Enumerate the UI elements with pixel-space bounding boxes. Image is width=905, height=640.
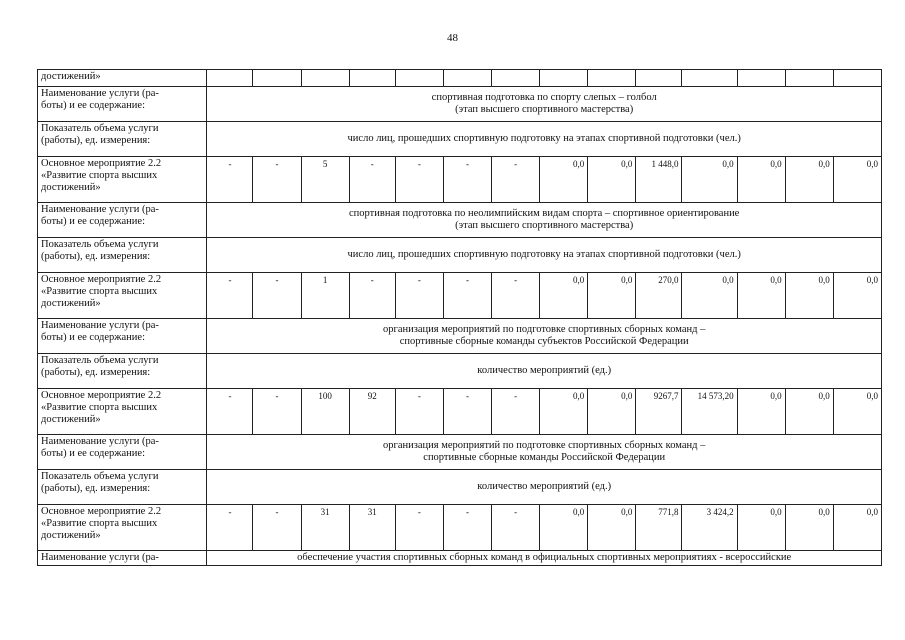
main-event-label: Основное мероприятие 2.2 «Развитие спорта высших достижений» (38, 389, 207, 435)
value-cell: - (207, 273, 253, 319)
table-row (38, 551, 882, 566)
empty-cell (492, 70, 540, 87)
empty-cell (443, 70, 491, 87)
value-cell: 0,0 (737, 157, 785, 203)
value-cell: 0,0 (833, 505, 881, 551)
value-cell: - (253, 389, 301, 435)
value-cell: 31 (349, 505, 395, 551)
value-cell: 0,0 (833, 389, 881, 435)
value-cell: 0,0 (785, 389, 833, 435)
value-cell: 3 424,2 (682, 505, 737, 551)
table-row (38, 319, 882, 354)
value-cell: 0,0 (682, 157, 737, 203)
value-cell: 0,0 (833, 273, 881, 319)
value-cell: 0,0 (682, 273, 737, 319)
table-row (38, 470, 882, 505)
value-cell: - (443, 157, 491, 203)
value-cell: 0,0 (540, 157, 588, 203)
page-number: 48 (447, 32, 458, 44)
volume-indicator-description: число лиц, прошедших спортивную подготовку на этапах спортивной подготовки (чел.) (207, 122, 882, 157)
service-description: обеспечение участия спортивных сборных команд в официальных спортивных мероприятиях - всероссийские (207, 551, 882, 566)
value-cell: - (395, 389, 443, 435)
value-cell: - (492, 389, 540, 435)
value-cell: 0,0 (588, 505, 636, 551)
value-cell: - (492, 273, 540, 319)
table-row (38, 87, 882, 122)
value-cell: 0,0 (540, 505, 588, 551)
empty-cell (737, 70, 785, 87)
table-row (38, 389, 882, 435)
program-table (37, 69, 882, 566)
value-cell: 0,0 (833, 157, 881, 203)
value-cell: - (395, 157, 443, 203)
value-cell: - (253, 273, 301, 319)
empty-cell (833, 70, 881, 87)
value-cell: 270,0 (636, 273, 682, 319)
volume-indicator-label: Показатель объема услуги (работы), ед. измерения: (38, 354, 207, 389)
value-cell: - (207, 389, 253, 435)
value-cell: - (395, 505, 443, 551)
value-cell: 100 (301, 389, 349, 435)
table-row (38, 203, 882, 238)
value-cell: - (492, 505, 540, 551)
empty-cell (207, 70, 253, 87)
value-cell: - (492, 157, 540, 203)
value-cell: 0,0 (588, 273, 636, 319)
value-cell: 5 (301, 157, 349, 203)
table-row (38, 70, 882, 87)
empty-cell (540, 70, 588, 87)
main-event-label: Основное мероприятие 2.2 «Развитие спорта высших достижений» (38, 273, 207, 319)
value-cell: - (253, 505, 301, 551)
service-name-label: Наименование услуги (ра- боты) и ее содержание: (38, 87, 207, 122)
empty-cell (349, 70, 395, 87)
value-cell: - (443, 389, 491, 435)
empty-cell (588, 70, 636, 87)
volume-indicator-description: число лиц, прошедших спортивную подготовку на этапах спортивной подготовки (чел.) (207, 238, 882, 273)
value-cell: 0,0 (588, 389, 636, 435)
value-cell: - (207, 505, 253, 551)
value-cell: 0,0 (785, 273, 833, 319)
value-cell: - (207, 157, 253, 203)
row-label: достижений» (38, 70, 207, 87)
value-cell: - (443, 273, 491, 319)
table-row (38, 505, 882, 551)
service-name-label: Наименование услуги (ра- боты) и ее содержание: (38, 435, 207, 470)
value-cell: - (443, 505, 491, 551)
value-cell: 14 573,20 (682, 389, 737, 435)
table-row (38, 273, 882, 319)
value-cell: 0,0 (540, 389, 588, 435)
volume-indicator-label: Показатель объема услуги (работы), ед. измерения: (38, 122, 207, 157)
volume-indicator-label: Показатель объема услуги (работы), ед. измерения: (38, 238, 207, 273)
value-cell: 0,0 (737, 505, 785, 551)
value-cell: 0,0 (737, 389, 785, 435)
value-cell: 0,0 (737, 273, 785, 319)
table-row (38, 354, 882, 389)
value-cell: - (349, 273, 395, 319)
service-description: спортивная подготовка по спорту слепых – голбол (этап высшего спортивного мастерства) (207, 87, 882, 122)
table-row (38, 122, 882, 157)
service-description: организация мероприятий по подготовке спортивных сборных команд – спортивные сборные команды Российской Федерации (207, 435, 882, 470)
value-cell: - (253, 157, 301, 203)
table-body (38, 70, 882, 566)
main-event-label: Основное мероприятие 2.2 «Развитие спорта высших достижений» (38, 505, 207, 551)
table-row (38, 157, 882, 203)
service-description: спортивная подготовка по неолимпийским видам спорта – спортивное ориентирование (этап высшего спортивного мастерства) (207, 203, 882, 238)
value-cell: - (395, 273, 443, 319)
empty-cell (395, 70, 443, 87)
service-name-label: Наименование услуги (ра- боты) и ее содержание: (38, 319, 207, 354)
empty-cell (253, 70, 301, 87)
volume-indicator-label: Показатель объема услуги (работы), ед. измерения: (38, 470, 207, 505)
value-cell: 92 (349, 389, 395, 435)
value-cell: 771,8 (636, 505, 682, 551)
value-cell: 1 448,0 (636, 157, 682, 203)
service-description: организация мероприятий по подготовке спортивных сборных команд – спортивные сборные команды субъектов Российской Федерации (207, 319, 882, 354)
value-cell: 0,0 (588, 157, 636, 203)
empty-cell (636, 70, 682, 87)
empty-cell (301, 70, 349, 87)
value-cell: 31 (301, 505, 349, 551)
value-cell: - (349, 157, 395, 203)
value-cell: 0,0 (540, 273, 588, 319)
table-row (38, 435, 882, 470)
value-cell: 0,0 (785, 157, 833, 203)
empty-cell (785, 70, 833, 87)
table-row (38, 238, 882, 273)
volume-indicator-description: количество мероприятий (ед.) (207, 470, 882, 505)
value-cell: 9267,7 (636, 389, 682, 435)
value-cell: 1 (301, 273, 349, 319)
service-name-label: Наименование услуги (ра- (38, 551, 207, 566)
volume-indicator-description: количество мероприятий (ед.) (207, 354, 882, 389)
main-event-label: Основное мероприятие 2.2 «Развитие спорта высших достижений» (38, 157, 207, 203)
service-name-label: Наименование услуги (ра- боты) и ее содержание: (38, 203, 207, 238)
empty-cell (682, 70, 737, 87)
value-cell: 0,0 (785, 505, 833, 551)
